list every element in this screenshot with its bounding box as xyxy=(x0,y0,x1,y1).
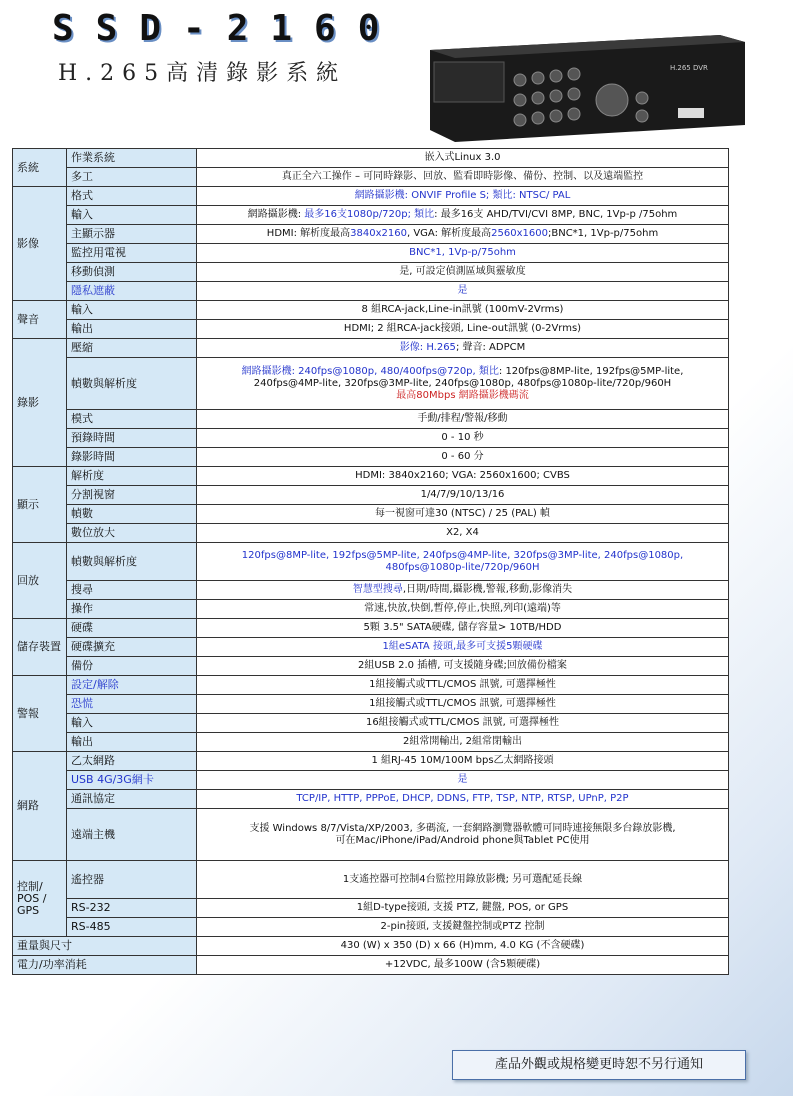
spec-item-label: USB 4G/3G網卡 xyxy=(67,771,197,790)
product-title: SSD-2160 xyxy=(52,8,402,49)
spec-item-label: 操作 xyxy=(67,600,197,619)
spec-row xyxy=(13,429,729,448)
spec-item-label: RS-232 xyxy=(67,899,197,918)
spec-category: 回放 xyxy=(13,543,67,619)
spec-item-label: 幀數與解析度 xyxy=(67,358,197,410)
spec-row xyxy=(13,899,729,918)
spec-item-label: 模式 xyxy=(67,410,197,429)
spec-category: 警報 xyxy=(13,676,67,752)
spec-row xyxy=(13,486,729,505)
spec-row xyxy=(13,676,729,695)
spec-category: 儲存裝置 xyxy=(13,619,67,676)
spec-row xyxy=(13,790,729,809)
spec-item-label: 搜尋 xyxy=(67,581,197,600)
spec-item-value: 16組接觸式或TTL/CMOS 訊號, 可選擇極性 xyxy=(197,714,729,733)
spec-row xyxy=(13,149,729,168)
spec-item-value: HDMI; 2 組RCA-jack接頭, Line-out訊號 (0-2Vrms) xyxy=(197,320,729,339)
spec-item-label: 分割視窗 xyxy=(67,486,197,505)
spec-row xyxy=(13,861,729,899)
spec-row xyxy=(13,339,729,358)
spec-item-label: 遙控器 xyxy=(67,861,197,899)
spec-item-value: HDMI: 3840x2160; VGA: 2560x1600; CVBS xyxy=(197,467,729,486)
spec-item-value: 120fps@8MP-lite, 192fps@5MP-lite, 240fps@4MP-lite, 320fps@3MP-lite, 240fps@1080p, 480fps@1080p-lite/720p/960H xyxy=(197,543,729,581)
spec-item-value: 1組接觸式或TTL/CMOS 訊號, 可選擇極性 xyxy=(197,695,729,714)
spec-item-value: TCP/IP, HTTP, PPPoE, DHCP, DDNS, FTP, TSP, NTP, RTSP, UPnP, P2P xyxy=(197,790,729,809)
spec-item-label: 作業系統 xyxy=(67,149,197,168)
spec-row xyxy=(13,956,729,975)
spec-item-value: 0 - 10 秒 xyxy=(197,429,729,448)
spec-item-value: 影像: H.265; 聲音: ADPCM xyxy=(197,339,729,358)
spec-category: 系統 xyxy=(13,149,67,187)
spec-item-value: 支援 Windows 8/7/Vista/XP/2003, 多碼流, 一套網路瀏覽器軟體可同時連接無限多台錄放影機, 可在Mac/iPhone/iPad/Android phone與Tablet PC使用 xyxy=(197,809,729,861)
spec-item-label: 恐慌 xyxy=(67,695,197,714)
spec-item-value: 1 組RJ-45 10M/100M bps乙太網路接頭 xyxy=(197,752,729,771)
spec-category: 控制/ POS / GPS xyxy=(13,861,67,937)
spec-item-label: 硬碟 xyxy=(67,619,197,638)
spec-row xyxy=(13,320,729,339)
spec-row xyxy=(13,410,729,429)
spec-row xyxy=(13,225,729,244)
spec-item-label: 通訊協定 xyxy=(67,790,197,809)
spec-row xyxy=(13,809,729,861)
spec-item-label: RS-485 xyxy=(67,918,197,937)
spec-item-label: 錄影時間 xyxy=(67,448,197,467)
spec-item-value: 1組接觸式或TTL/CMOS 訊號, 可選擇極性 xyxy=(197,676,729,695)
spec-category: 電力/功率消耗 xyxy=(13,956,197,975)
spec-category: 重量與尺寸 xyxy=(13,937,197,956)
spec-item-label: 輸出 xyxy=(67,733,197,752)
spec-item-label: 遠端主機 xyxy=(67,809,197,861)
spec-item-value: 智慧型搜尋,日期/時間,攝影機,警報,移動,影像消失 xyxy=(197,581,729,600)
spec-item-label: 數位放大 xyxy=(67,524,197,543)
spec-item-value: 1/4/7/9/10/13/16 xyxy=(197,486,729,505)
spec-item-label: 格式 xyxy=(67,187,197,206)
spec-item-value: 常速,快放,快倒,暫停,停止,快照,列印(遠端)等 xyxy=(197,600,729,619)
spec-item-value: 嵌入式Linux 3.0 xyxy=(197,149,729,168)
spec-item-label: 多工 xyxy=(67,168,197,187)
spec-row xyxy=(13,448,729,467)
spec-item-value: 2組USB 2.0 插槽, 可支援隨身碟;回放備份檔案 xyxy=(197,657,729,676)
spec-item-label: 幀數與解析度 xyxy=(67,543,197,581)
spec-item-label: 輸入 xyxy=(67,714,197,733)
spec-item-label: 乙太網路 xyxy=(67,752,197,771)
spec-row xyxy=(13,543,729,581)
spec-item-value: 1組D-type接頭, 支援 PTZ, 鍵盤, POS, or GPS xyxy=(197,899,729,918)
spec-row xyxy=(13,301,729,320)
spec-item-value: 網路攝影機: 240fps@1080p, 480/400fps@720p, 類比: 120fps@8MP-lite, 192fps@5MP-lite, 240fps@4MP-lite, 320fps@3MP-lite, 240fps@1080p, 480fps@1080p-lite/720p/960H 最高80Mbps 網路攝影機碼流 xyxy=(197,358,729,410)
spec-row xyxy=(13,358,729,410)
spec-item-label: 輸出 xyxy=(67,320,197,339)
spec-row xyxy=(13,244,729,263)
spec-item-value: X2, X4 xyxy=(197,524,729,543)
spec-item-label: 隱私遮蔽 xyxy=(67,282,197,301)
spec-item-value: 0 - 60 分 xyxy=(197,448,729,467)
spec-category: 顯示 xyxy=(13,467,67,543)
spec-item-value: 是 xyxy=(197,771,729,790)
spec-row xyxy=(13,505,729,524)
spec-item-value: 5顆 3.5" SATA硬碟, 儲存容量> 10TB/HDD xyxy=(197,619,729,638)
spec-row xyxy=(13,695,729,714)
spec-item-value: 網路攝影機: ONVIF Profile S; 類比: NTSC/ PAL xyxy=(197,187,729,206)
spec-row xyxy=(13,187,729,206)
spec-row xyxy=(13,467,729,486)
spec-row xyxy=(13,263,729,282)
spec-item-label: 解析度 xyxy=(67,467,197,486)
spec-item-label: 移動偵測 xyxy=(67,263,197,282)
spec-item-label: 監控用電視 xyxy=(67,244,197,263)
spec-item-label: 主顯示器 xyxy=(67,225,197,244)
spec-category: 錄影 xyxy=(13,339,67,467)
spec-item-label: 壓縮 xyxy=(67,339,197,358)
spec-row xyxy=(13,581,729,600)
spec-row xyxy=(13,918,729,937)
spec-row xyxy=(13,638,729,657)
spec-item-label: 備份 xyxy=(67,657,197,676)
spec-category: 聲音 xyxy=(13,301,67,339)
spec-item-value: 430 (W) x 350 (D) x 66 (H)mm, 4.0 KG (不含硬碟) xyxy=(197,937,729,956)
spec-category: 網路 xyxy=(13,752,67,861)
spec-item-value: 是 xyxy=(197,282,729,301)
spec-row xyxy=(13,206,729,225)
spec-item-value: 2組常開輸出, 2組常閉輸出 xyxy=(197,733,729,752)
spec-item-value: 網路攝影機: 最多16支1080p/720p; 類比: 最多16支 AHD/TVI/CVI 8MP, BNC, 1Vp-p /75ohm xyxy=(197,206,729,225)
spec-table xyxy=(12,148,729,975)
spec-item-value: 8 組RCA-jack,Line-in訊號 (100mV-2Vrms) xyxy=(197,301,729,320)
spec-item-label: 輸入 xyxy=(67,206,197,225)
spec-item-value: +12VDC, 最多100W (含5顆硬碟) xyxy=(197,956,729,975)
spec-item-value: 是, 可設定偵測區域與靈敏度 xyxy=(197,263,729,282)
spec-item-value: 每一視窗可達30 (NTSC) / 25 (PAL) 幀 xyxy=(197,505,729,524)
spec-item-label: 硬碟擴充 xyxy=(67,638,197,657)
spec-row xyxy=(13,619,729,638)
spec-item-label: 預錄時間 xyxy=(67,429,197,448)
spec-row xyxy=(13,714,729,733)
spec-row xyxy=(13,168,729,187)
dvr-product-image xyxy=(420,30,750,145)
spec-category: 影像 xyxy=(13,187,67,301)
spec-row xyxy=(13,282,729,301)
spec-item-value: 手動/排程/警報/移動 xyxy=(197,410,729,429)
spec-row xyxy=(13,600,729,619)
spec-item-label: 幀數 xyxy=(67,505,197,524)
spec-item-value: 2-pin接頭, 支援鍵盤控制或PTZ 控制 xyxy=(197,918,729,937)
spec-row xyxy=(13,771,729,790)
spec-item-value: BNC*1, 1Vp-p/75ohm xyxy=(197,244,729,263)
spec-row xyxy=(13,524,729,543)
notice-box: 產品外觀或規格變更時恕不另行通知 xyxy=(452,1050,746,1080)
spec-row xyxy=(13,657,729,676)
spec-item-label: 輸入 xyxy=(67,301,197,320)
spec-item-value: 1支遙控器可控制4台監控用錄放影機; 另可選配延長線 xyxy=(197,861,729,899)
spec-item-value: 真正全六工操作 – 可同時錄影、回放、監看即時影像、備份、控制、以及遠端監控 xyxy=(197,168,729,187)
spec-row xyxy=(13,733,729,752)
spec-item-value: HDMI: 解析度最高3840x2160, VGA: 解析度最高2560x1600;BNC*1, 1Vp-p/75ohm xyxy=(197,225,729,244)
spec-item-value: 1組eSATA 接頭,最多可支援5顆硬碟 xyxy=(197,638,729,657)
product-subtitle: H.265高清錄影系統 xyxy=(58,61,347,86)
spec-item-label: 設定/解除 xyxy=(67,676,197,695)
dvr-brand-label: H.265 DVR xyxy=(670,64,708,72)
spec-row xyxy=(13,937,729,956)
spec-row xyxy=(13,752,729,771)
